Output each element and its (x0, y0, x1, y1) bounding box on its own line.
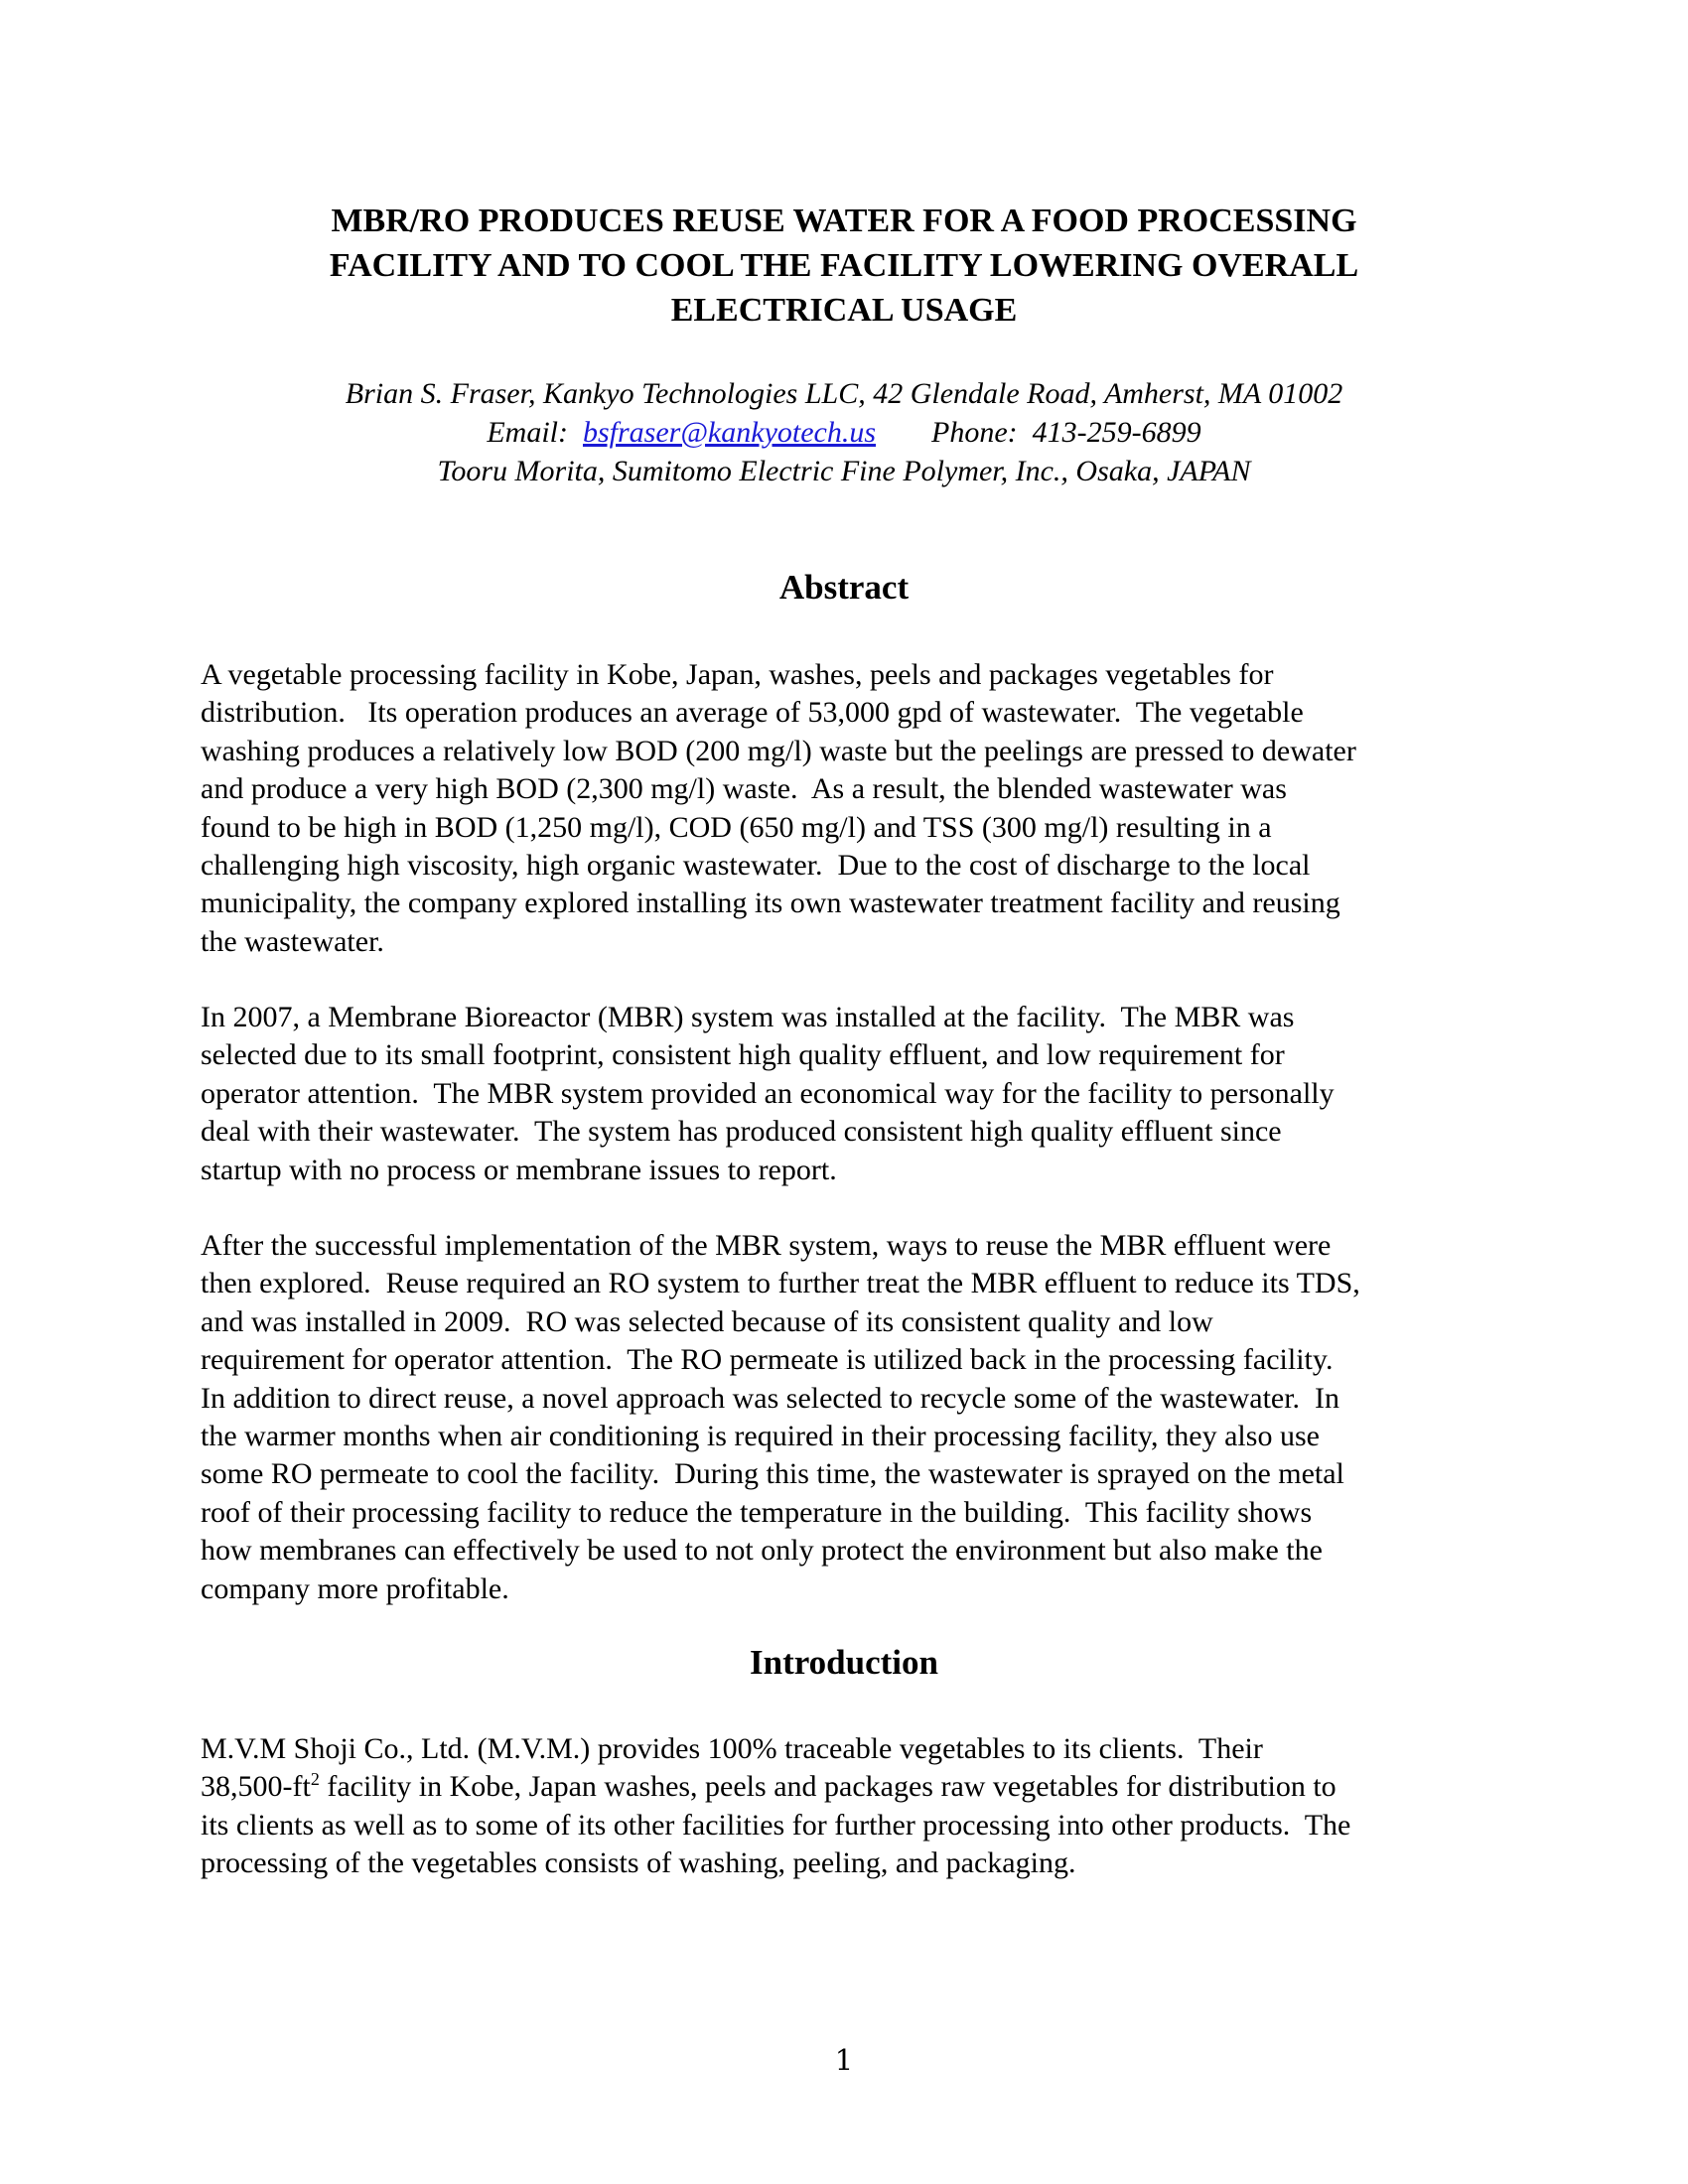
text-line: and produce a very high BOD (2,300 mg/l) waste. As a result, the blended wastewater was (201, 772, 1287, 806)
page-number: 1 (834, 2043, 854, 2077)
contact-line (149, 413, 1539, 452)
introduction-paragraph (201, 1730, 1511, 1883)
text-line: selected due to its small footprint, consistent high quality effluent, and low requirement for (201, 1038, 1285, 1072)
text-line: municipality, the company explored installing its own wastewater treatment facility and reusing (201, 887, 1340, 920)
text-line: In addition to direct reuse, a novel approach was selected to recycle some of the wastewater. In (201, 1381, 1340, 1415)
text-line: challenging high viscosity, high organic wastewater. Due to the cost of discharge to the local (201, 849, 1311, 883)
phone-label: Phone: (931, 416, 1018, 449)
abstract-paragraph-1 (201, 656, 1511, 961)
phone-number: 413-259-6899 (1032, 416, 1201, 449)
text-line: startup with no process or membrane issues to report. (201, 1153, 837, 1186)
text-line: its clients as well as to some of its other facilities for further processing into other products. The (201, 1808, 1351, 1842)
text-line: then explored. Reuse required an RO system to further treat the MBR effluent to reduce its TDS, (201, 1267, 1360, 1300)
text-line: the warmer months when air conditioning is required in their processing facility, they also use (201, 1420, 1320, 1453)
text-line: the wastewater. (201, 924, 384, 958)
author-block (149, 374, 1539, 490)
title-line: ELECTRICAL USAGE (670, 292, 1018, 329)
text-line: company more profitable. (201, 1571, 509, 1605)
superscript: 2 (310, 1769, 320, 1790)
text-line: washing produces a relatively low BOD (200 mg/l) waste but the peelings are pressed to dewater (201, 734, 1356, 767)
title-line: FACILITY AND TO COOL THE FACILITY LOWERING OVERALL (329, 247, 1359, 284)
paper-title (149, 199, 1539, 333)
text-line: some RO permeate to cool the facility. During this time, the wastewater is sprayed on the metal (201, 1457, 1344, 1491)
text-line: After the successful implementation of the MBR system, ways to reuse the MBR effluent were (201, 1229, 1332, 1262)
abstract-heading: Abstract (778, 568, 910, 607)
text-line: deal with their wastewater. The system has produced consistent high quality effluent since (201, 1115, 1282, 1149)
text-line: M.V.M Shoji Co., Ltd. (M.V.M.) provides 100% traceable vegetables to its clients. Their (201, 1732, 1263, 1765)
text-span: facility in Kobe, Japan washes, peels and packages raw vegetables for distribution to (319, 1770, 1336, 1804)
text-line: requirement for operator attention. The RO permeate is utilized back in the processing facility. (201, 1343, 1334, 1377)
title-line: MBR/RO PRODUCES REUSE WATER FOR A FOOD PROCESSING (331, 203, 1357, 239)
text-line: distribution. Its operation produces an average of 53,000 gpd of wastewater. The vegetable (201, 696, 1304, 730)
text-line: how membranes can effectively be used to not only protect the environment but also make the (201, 1534, 1323, 1568)
text-line (201, 1768, 1511, 1806)
abstract-paragraph-3 (201, 1227, 1511, 1608)
text-line: operator attention. The MBR system provided an economical way for the facility to personally (201, 1076, 1335, 1110)
introduction-heading: Introduction (750, 1643, 938, 1682)
author-line-primary: Brian S. Fraser, Kankyo Technologies LLC, 42 Glendale Road, Amherst, MA 01002 (345, 377, 1343, 410)
text-line: roof of their processing facility to reduce the temperature in the building. This facility shows (201, 1495, 1313, 1529)
area-value: 38,500-ft (201, 1770, 311, 1804)
text-line: found to be high in BOD (1,250 mg/l), COD (650 mg/l) and TSS (300 mg/l) resulting in a (201, 810, 1272, 844)
email-label: Email: (487, 416, 568, 449)
text-line: and was installed in 2009. RO was selected because of its consistent quality and low (201, 1304, 1213, 1338)
email-link[interactable]: bsfraser@kankyotech.us (582, 416, 877, 449)
text-line: processing of the vegetables consists of washing, peeling, and packaging. (201, 1846, 1076, 1880)
author-line-secondary: Tooru Morita, Sumitomo Electric Fine Polymer, Inc., Osaka, JAPAN (437, 455, 1251, 487)
text-line: In 2007, a Membrane Bioreactor (MBR) system was installed at the facility. The MBR was (201, 1001, 1295, 1033)
text-line: A vegetable processing facility in Kobe, Japan, washes, peels and packages vegetables for (201, 658, 1274, 691)
abstract-paragraph-2 (201, 999, 1511, 1189)
